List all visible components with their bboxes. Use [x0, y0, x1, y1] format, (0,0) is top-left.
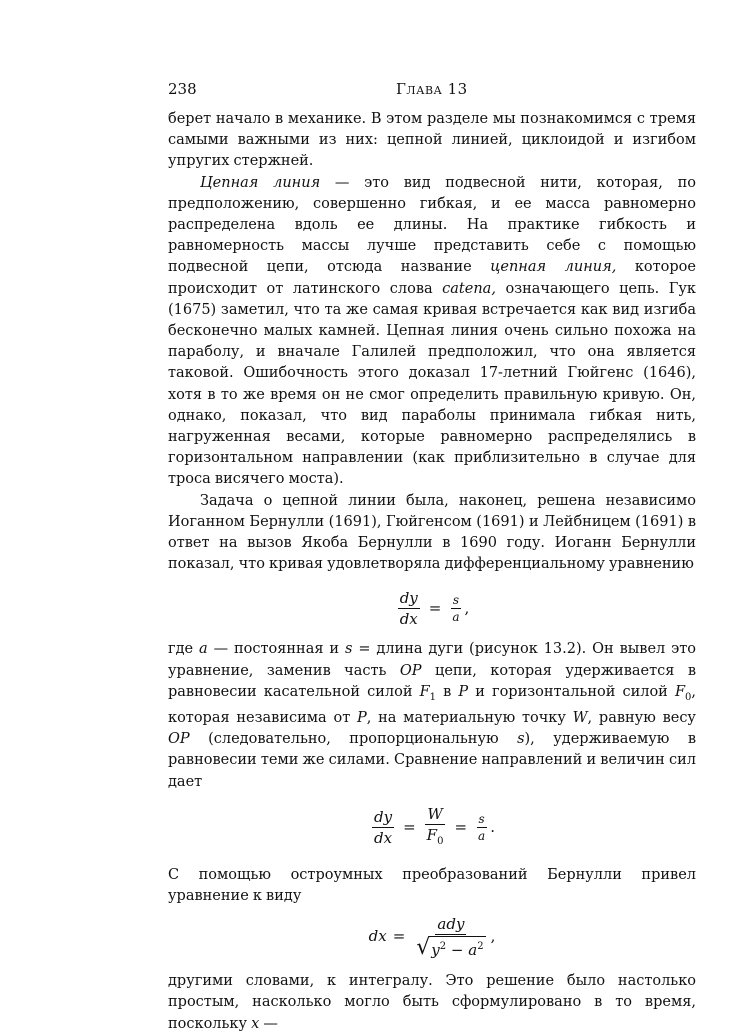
equation-1-lhs: $\frac{dy}{dx}$ [399, 588, 418, 628]
paragraph-1: берет начало в механике. В этом разделе мы познакомимся с тремя самыми важными из них: цепной линией, циклоидой и изгибом упругих стержней. [168, 111, 696, 170]
term-catena: catena, [442, 280, 496, 297]
square-root: √ $y^2 - a^2$ [416, 934, 484, 960]
term-catenary-name: цепная линия, [490, 259, 617, 276]
paragraph-5: С помощью остроумных преобразований Бернулли привел уравнение к виду [168, 866, 696, 904]
equation-2-rhs: $\frac{s}{a}$ [478, 812, 486, 844]
equation-3-rhs: ady √ $y^2 - a^2$ [416, 914, 484, 960]
equation-1-rhs: $\frac{s}{a}$ [452, 592, 460, 624]
equation-2-lhs: $\frac{dy}{dx}$ [374, 808, 393, 848]
paragraph-2: Цепная линия — это вид подвесной нити, которая, по предположению, совершенно гибкая, и ее масса равномерно распределена вдоль ее длины. На практике гибкость и равномерность массы лучше представить себе с помощью подвесной цепи, отсюда название цепная линия, которое происходит от латинского слова catena, означающего цепь. Гук (1675) заметил, что та же самая кривая встречается как вид изгиба бесконечно малых камней. Цепная линия очень сильно похожа на параболу, и вначале Галилей предположил, что она является таковой. Ошибочность этого доказал 17-летний Гюйгенс (1646), хотя в то же время он не смог определить правильную кривую. Он, однако, показал, что вид параболы принимала гибкая нить, нагруженная весами, которые равномерно распределялись в горизонтальном направлении (как приблизительно в случае для троса висячего моста). [168, 174, 696, 488]
equation-2: $\frac{dy}{dx}$ = $\frac{W}{F_0}$ = $\frac{s}{a}$ . [168, 803, 696, 853]
page-number: 238 [168, 80, 197, 98]
paragraph-4: где a — постоянная и s = длина дуги (рисунок 13.2). Он вывел это уравнение, заменив часть OP цепи, которая удерживается в равновесии касательной силой $F_1$ в P и горизонтальной силой $F_0$, которая независима от P, на материальную точку W, равную весу OP (следовательно, пропорциональную s), удерживаемую в равновесии теми же силами. Сравнение направлений и величин сил дает [168, 641, 697, 790]
paragraph-6: другими словами, к интегралу. Это решение было настолько простым, насколько могло быть сформулировано в то время, поскольку x — [168, 973, 696, 1032]
equation-1: $\frac{dy}{dx}$ = $\frac{s}{a}$ , [399, 588, 470, 628]
term-catenary: Цепная линия [200, 174, 321, 191]
equation-3: dx = ady √ $y^2 - a^2$ , [368, 914, 496, 960]
running-title: Глава 13 [396, 80, 468, 98]
page-body [168, 109, 696, 1035]
equation-2-mid: $\frac{W}{F_0}$ [426, 804, 444, 847]
paragraph-3: Задача о цепной линии была, наконец, решена независимо Иоганном Бернулли (1691), Гюйгенсом (1691) и Лейбницем (1691) в ответ на вызов Якоба Бернулли в 1690 году. Иоганн Бернулли показал, что кривая удовлетворяла дифференциальному уравнению [168, 492, 696, 573]
